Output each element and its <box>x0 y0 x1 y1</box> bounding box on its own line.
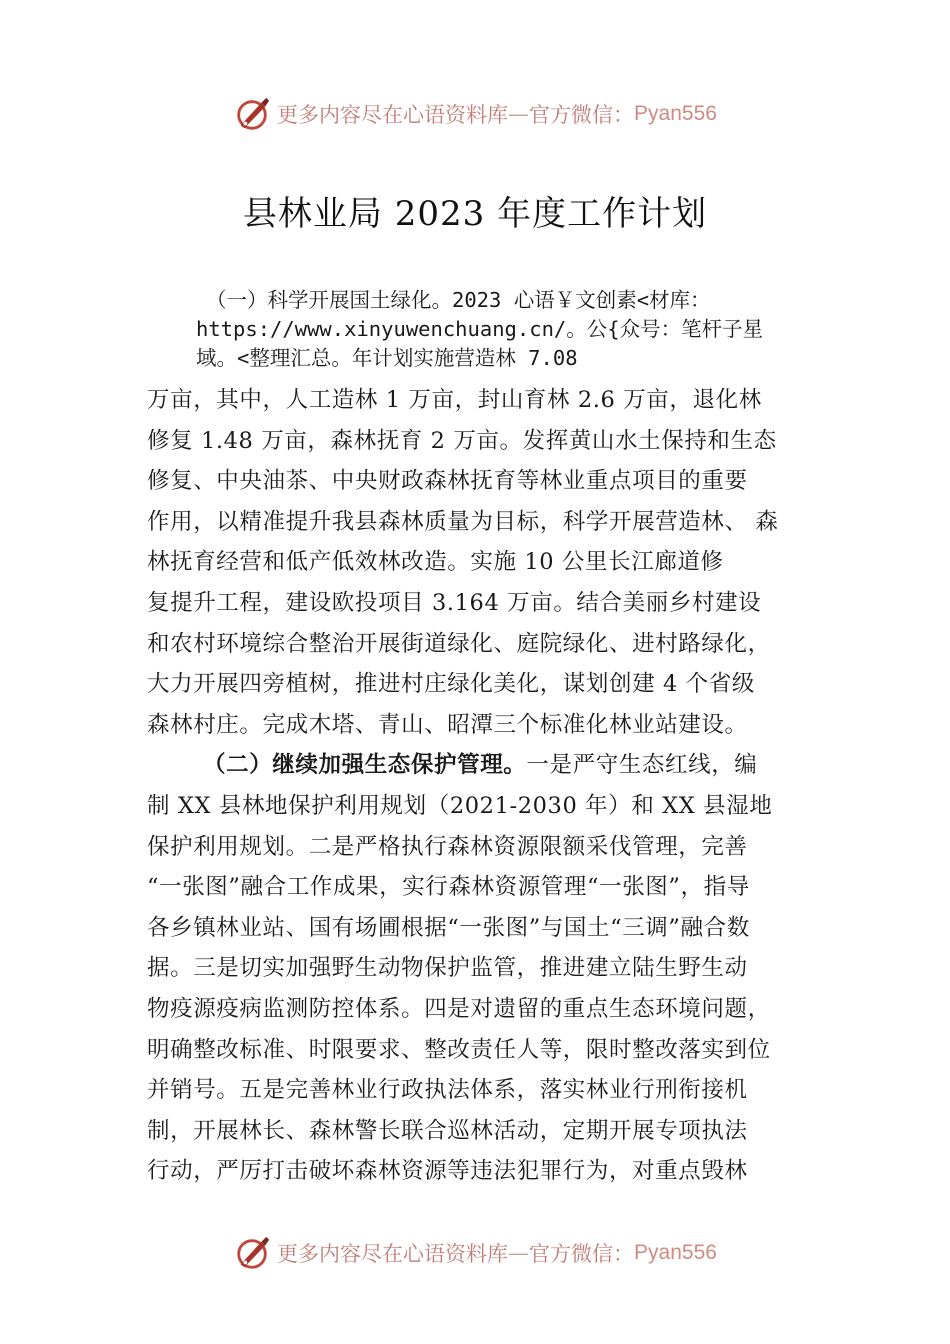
watermark-text: 更多内容尽在心语资料库 <box>277 1242 509 1266</box>
watermark-separator: — <box>508 102 530 126</box>
watermark-wechat-id: Pyan556 <box>634 102 717 125</box>
lead-line: https://www.xinyuwenchuang.cn/。公{众号：笔杆子星 <box>196 317 764 341</box>
lead-paragraph <box>196 286 836 373</box>
para2-first-line <box>147 745 827 786</box>
para2-line: 各乡镇林业站、国有场圃根据“一张图”与国土“三调”融合数 <box>147 914 750 941</box>
para1-line: 作用，以精准提升我县森林质量为目标，科学开展营造林、 森 <box>147 508 779 535</box>
para2-line: 制，开展林长、森林警长联合巡林活动，定期开展专项执法 <box>147 1117 748 1144</box>
watermark-wechat-label: 官方微信： <box>529 1242 635 1266</box>
footer-watermark <box>0 1233 950 1273</box>
lead-line: 域。<整理汇总。年计划实施营造林 7.08 <box>196 346 578 370</box>
para1-line: 大力开展四旁植树，推进村庄绿化美化，谋划创建 4 个省级 <box>147 671 755 698</box>
para1-line: 森林村庄。完成木塔、青山、昭潭三个标准化林业站建设。 <box>147 711 748 738</box>
para1-line: 修复、中央油茶、中央财政森林抚育等林业重点项目的重要 <box>147 468 748 495</box>
lead-line: （一）科学开展国土绿化。2023 心语￥文创素<材库： <box>206 288 711 312</box>
para2-line: 并销号。五是完善林业行政执法体系，落实林业行刑衔接机 <box>147 1077 748 1104</box>
para2-heading: （二）继续加强生态保护管理。 <box>203 752 527 779</box>
para1-line: 林抚育经营和低产低效林改造。实施 10 公里长江廊道修 <box>147 549 724 576</box>
para2-line: “一张图”融合工作成果，实行森林资源管理“一张图”，指导 <box>147 874 750 901</box>
para1-line: 和农村环境综合整治开展街道绿化、庭院绿化、进村路绿化， <box>147 630 771 657</box>
pen-seal-logo-icon <box>233 95 271 133</box>
pen-seal-logo-icon <box>233 1234 271 1272</box>
para1-line: 修复 1.48 万亩，森林抚育 2 万亩。发挥黄山水土保持和生态 <box>147 427 777 454</box>
para1-line: 万亩，其中，人工造林 1 万亩，封山育林 2.6 万亩，退化林 <box>147 387 762 413</box>
para2-line: 行动，严厉打击破坏森林资源等违法犯罪行为，对重点毁林 <box>147 1158 748 1185</box>
header-watermark <box>0 94 950 134</box>
para2-line: 制 XX 县林地保护利用规划（2021-2030 年）和 XX 县湿地 <box>147 792 773 819</box>
watermark-text: 更多内容尽在心语资料库 <box>277 103 509 127</box>
para2-line: 保护利用规划。二是严格执行森林资源限额采伐管理，完善 <box>147 833 748 860</box>
para2-line: 物疫源疫病监测防控体系。四是对遗留的重点生态环境问题， <box>147 995 771 1022</box>
para1-line: 复提升工程，建设欧投项目 3.164 万亩。结合美丽乡村建设 <box>147 589 762 616</box>
para2-line: 明确整改标准、时限要求、整改责任人等，限时整改落实到位 <box>147 1036 771 1063</box>
watermark-wechat-id: Pyan556 <box>634 1241 717 1264</box>
body-text <box>147 380 827 1192</box>
document-title: 县林业局 2023 年度工作计划 <box>242 194 708 234</box>
para2-line: 据。三是切实加强野生动物保护监管，推进建立陆生野生动 <box>147 955 748 982</box>
para2-first-rest: 一是严守生态红线，编 <box>526 752 758 779</box>
watermark-separator: — <box>508 1241 530 1265</box>
watermark-wechat-label: 官方微信： <box>529 103 635 127</box>
